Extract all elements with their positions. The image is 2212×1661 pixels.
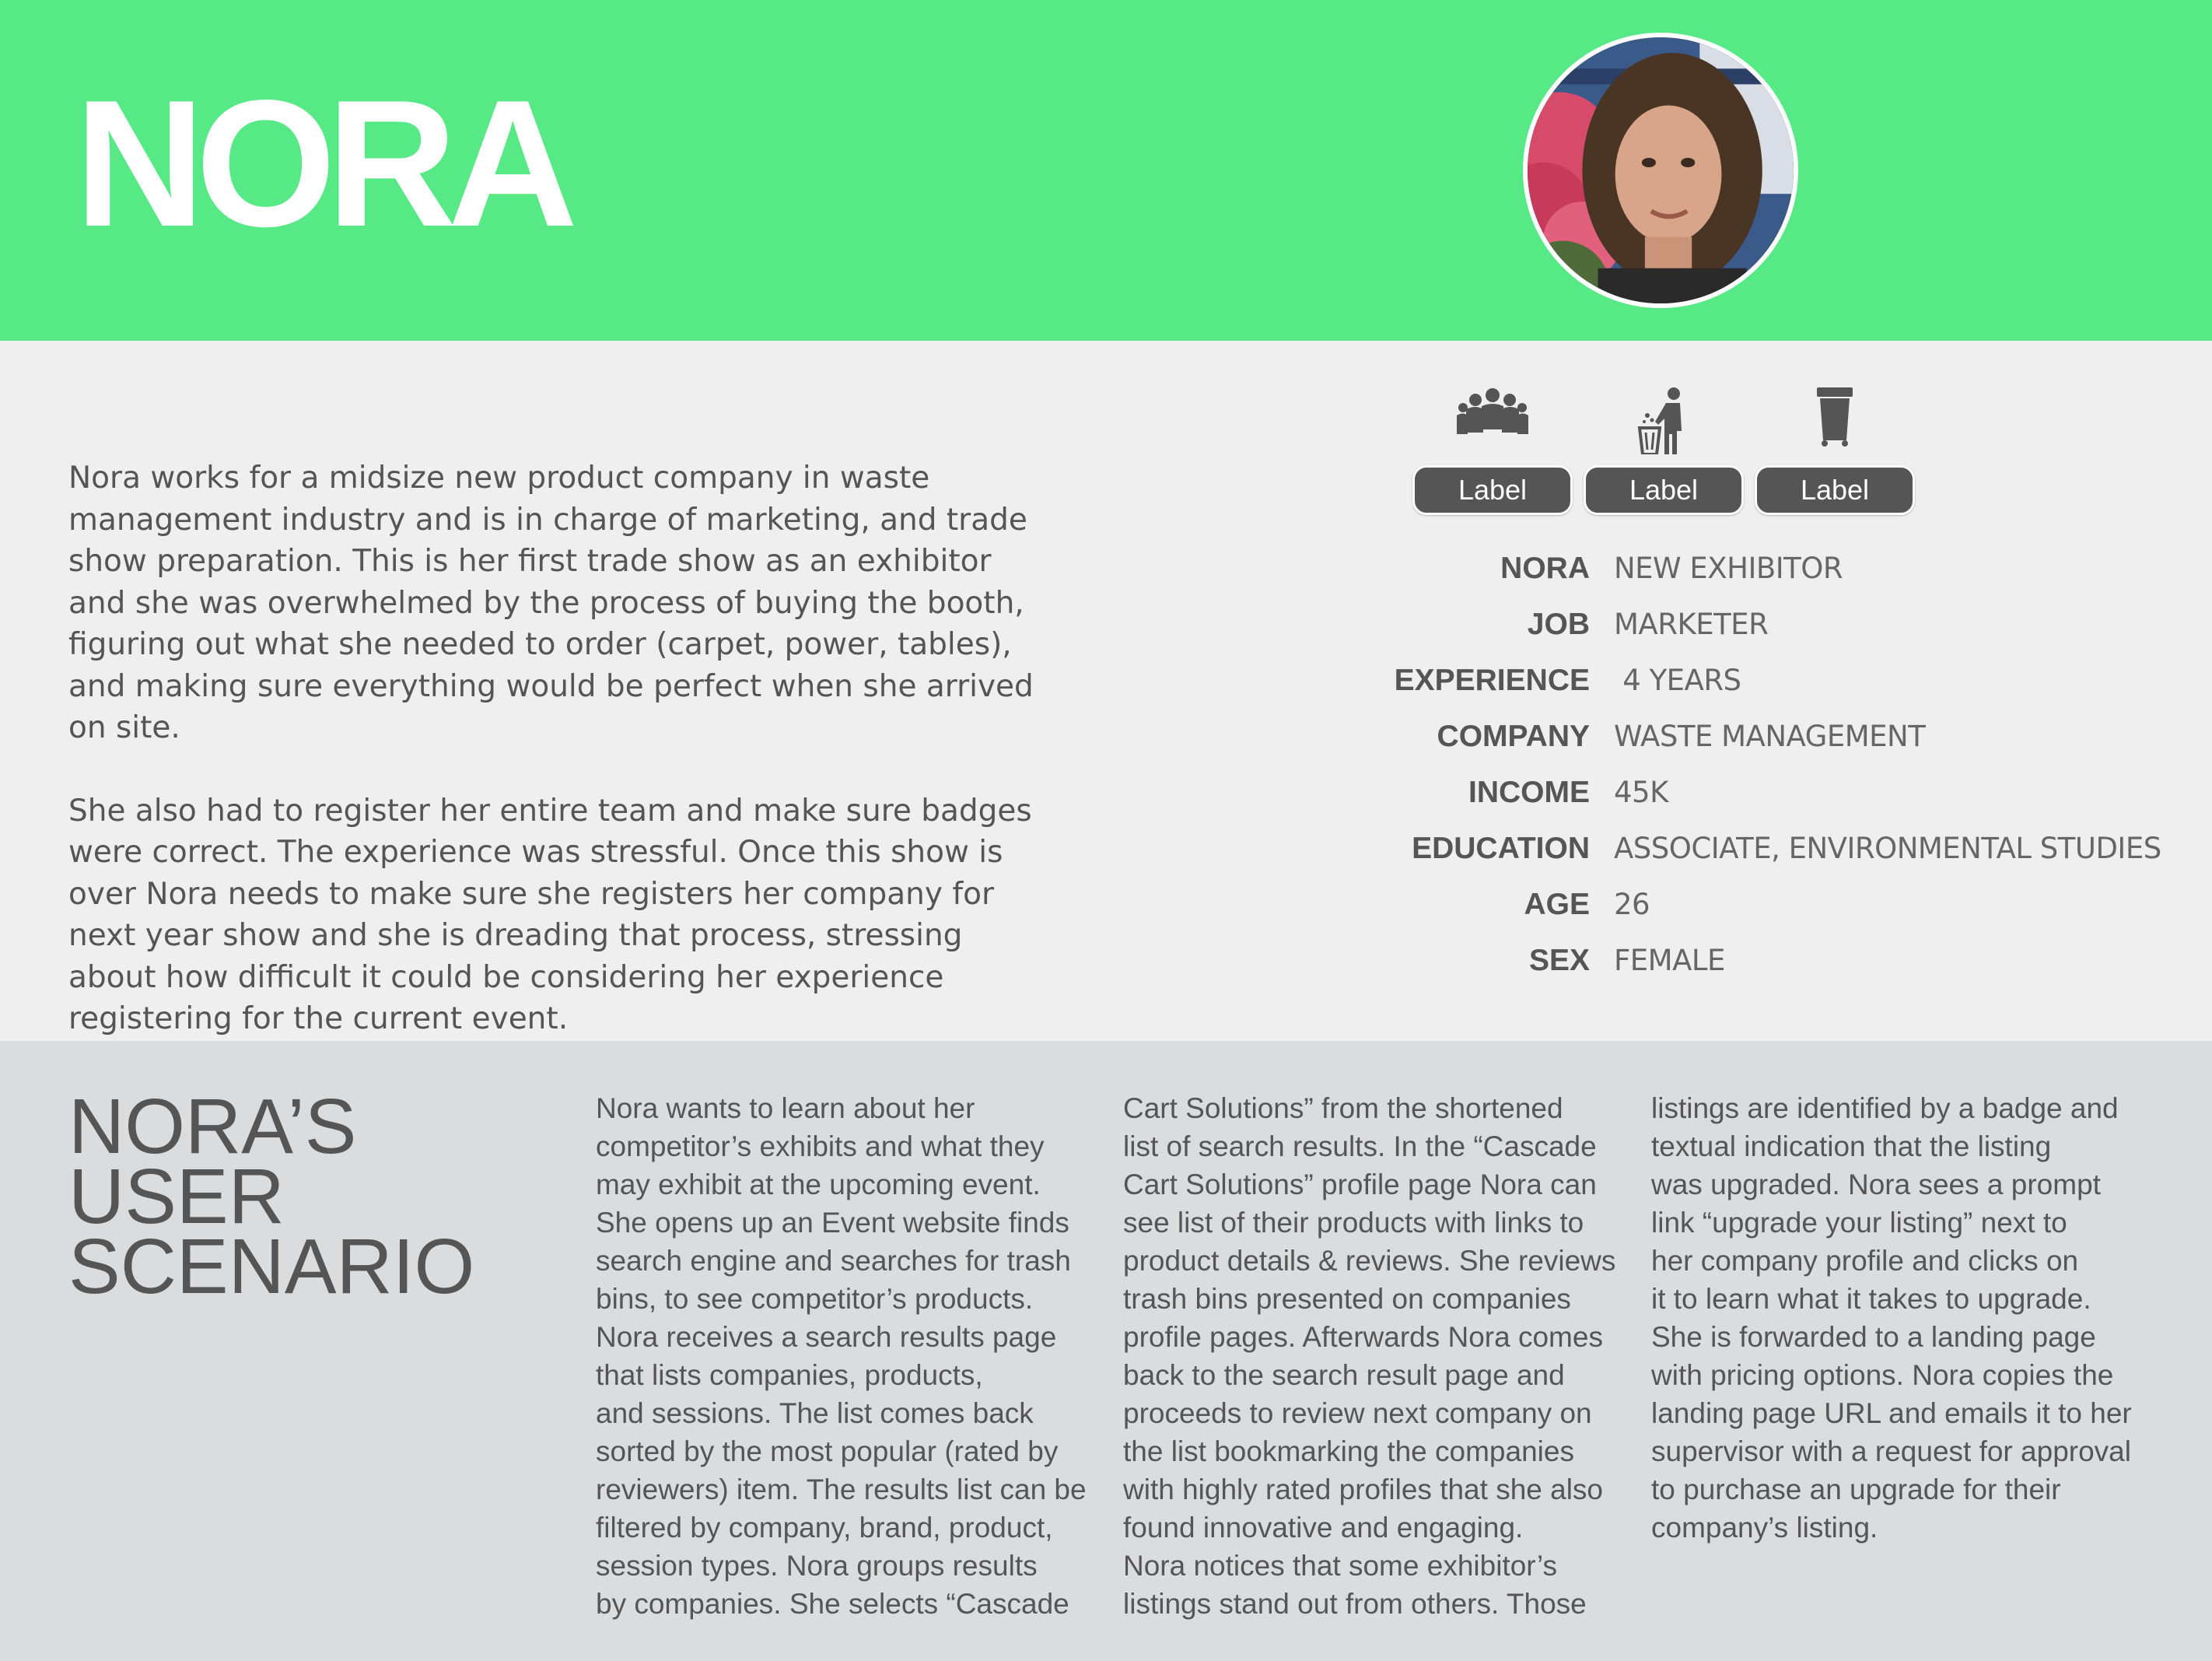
scenario-line: reviewers) item. The results list can be — [596, 1474, 1087, 1505]
scenario-line: landing page URL and emails it to her — [1651, 1397, 2132, 1429]
scenario-line: the list bookmarking the companies — [1123, 1435, 1574, 1467]
fact-key: EDUCATION — [1412, 832, 1590, 865]
scenario-line: and sessions. The list comes back — [596, 1397, 1034, 1429]
scenario-line: profile pages. Afterwards Nora comes — [1123, 1321, 1603, 1353]
trash-bin-icon — [1755, 387, 1915, 457]
scenario-line: supervisor with a request for approval — [1651, 1435, 2131, 1467]
fact-key: JOB — [1527, 608, 1590, 641]
fact-value: 4 YEARS — [1614, 664, 1741, 697]
persona-facts — [1322, 545, 2193, 993]
persona-icon-labels — [1412, 387, 1918, 566]
scenario-line: search engine and searches for trash — [596, 1245, 1071, 1277]
scenario-column-1 — [596, 1089, 1101, 1623]
persona-name: NORA — [75, 63, 569, 265]
scenario-line: back to the search result page and — [1123, 1359, 1565, 1391]
avatar — [1523, 33, 1798, 308]
fact-value: WASTE MANAGEMENT — [1614, 720, 1926, 753]
fact-value: MARKETER — [1614, 608, 1769, 641]
fact-key: INCOME — [1468, 776, 1590, 809]
scenario-column-2 — [1123, 1089, 1629, 1623]
scenario-title-line: NORA’S — [68, 1083, 357, 1170]
scenario-line: found innovative and engaging. — [1123, 1512, 1524, 1544]
fact-row — [1322, 937, 2193, 993]
fact-key: COMPANY — [1437, 720, 1590, 753]
scenario-line: link “upgrade your listing” next to — [1651, 1207, 2067, 1239]
scenario-line: that lists companies, products, — [596, 1359, 983, 1391]
avatar-photo — [1528, 37, 1794, 303]
scenario-line: bins, to see competitor’s products. — [596, 1283, 1034, 1315]
fact-row — [1322, 769, 2193, 825]
fact-key: EXPERIENCE — [1394, 664, 1590, 697]
scenario-line: listings stand out from others. Those — [1123, 1588, 1587, 1620]
fact-row — [1322, 601, 2193, 657]
scenario-line: product details & reviews. She reviews — [1123, 1245, 1616, 1277]
scenario-line: listings are identified by a badge and — [1651, 1092, 2119, 1124]
scenario-line: sorted by the most popular (rated by — [596, 1435, 1059, 1467]
scenario-line: to purchase an upgrade for their — [1651, 1474, 2061, 1505]
fact-key: NORA — [1500, 552, 1590, 585]
bio-paragraph: She also had to register her entire team and make sure badges were correct. The experience was stressful. Once this show is over Nora needs to make sure she registers her company for next year show and she is dreading that process, stressing about how difficult it could be considering her experience registering for the current event. — [68, 793, 1032, 1036]
scenario-line: see list of their products with links to — [1123, 1207, 1584, 1239]
bio-paragraph: Nora works for a midsize new product company in waste management industry and is in charge of marketing, and trade show preparation. This is her first trade show as an exhibitor and she was overwhelmed by the process of buying the booth, figuring out what she needed to order (carpet, power, tables), and making sure everything would be perfect when she arrived on site. — [68, 461, 1034, 745]
scenario-line: Nora receives a search results page — [596, 1321, 1057, 1353]
scenario-line: She is forwarded to a landing page — [1651, 1321, 2096, 1353]
scenario-line: may exhibit at the upcoming event. — [596, 1169, 1041, 1200]
fact-value: ASSOCIATE, ENVIRONMENTAL STUDIES — [1614, 832, 2161, 865]
persona-profile-section — [0, 341, 2212, 1041]
person-recycling-icon — [1584, 387, 1744, 457]
scenario-line: by companies. She selects “Cascade — [596, 1588, 1069, 1620]
scenario-title-line: SCENARIO — [68, 1223, 475, 1310]
fact-value: NEW EXHIBITOR — [1614, 552, 1843, 585]
icon-label-pill: Label — [1412, 465, 1573, 515]
scenario-line: proceeds to review next company on — [1123, 1397, 1592, 1429]
fact-value: FEMALE — [1614, 944, 1725, 977]
persona-header — [0, 0, 2212, 341]
fact-value: 45K — [1614, 776, 1668, 809]
scenario-line: She opens up an Event website finds — [596, 1207, 1069, 1239]
scenario-title-line: USER — [68, 1153, 285, 1240]
scenario-line: textual indication that the listing — [1651, 1130, 2052, 1162]
scenario-line: Cart Solutions” profile page Nora can — [1123, 1169, 1597, 1200]
scenario-line: filtered by company, brand, product, — [596, 1512, 1053, 1544]
group-people-icon — [1412, 387, 1573, 457]
user-scenario-section — [0, 1041, 2212, 1661]
scenario-line: competitor’s exhibits and what they — [596, 1130, 1045, 1162]
scenario-line: Cart Solutions” from the shortened — [1123, 1092, 1563, 1124]
scenario-line: company’s listing. — [1651, 1512, 1878, 1544]
icon-label-pill: Label — [1755, 465, 1915, 515]
persona-bio — [68, 457, 1048, 1081]
fact-row — [1322, 713, 2193, 769]
fact-row — [1322, 545, 2193, 601]
scenario-column-3 — [1651, 1089, 2157, 1547]
icon-label-pill: Label — [1584, 465, 1744, 515]
fact-row — [1322, 657, 2193, 713]
scenario-line: trash bins presented on companies — [1123, 1283, 1571, 1315]
scenario-line: Nora wants to learn about her — [596, 1092, 975, 1124]
scenario-line: was upgraded. Nora sees a prompt — [1651, 1169, 2101, 1200]
scenario-line: it to learn what it takes to upgrade. — [1651, 1283, 2091, 1315]
scenario-line: with pricing options. Nora copies the — [1651, 1359, 2114, 1391]
scenario-line: list of search results. In the “Cascade — [1123, 1130, 1597, 1162]
scenario-title — [68, 1083, 475, 1310]
fact-row — [1322, 825, 2193, 881]
fact-key: SEX — [1528, 944, 1590, 977]
fact-row — [1322, 881, 2193, 937]
fact-key: AGE — [1524, 888, 1590, 921]
scenario-line: session types. Nora groups results — [596, 1550, 1038, 1582]
scenario-line: her company profile and clicks on — [1651, 1245, 2079, 1277]
scenario-line: Nora notices that some exhibitor’s — [1123, 1550, 1558, 1582]
fact-value: 26 — [1614, 888, 1650, 921]
scenario-line: with highly rated profiles that she also — [1123, 1474, 1604, 1505]
